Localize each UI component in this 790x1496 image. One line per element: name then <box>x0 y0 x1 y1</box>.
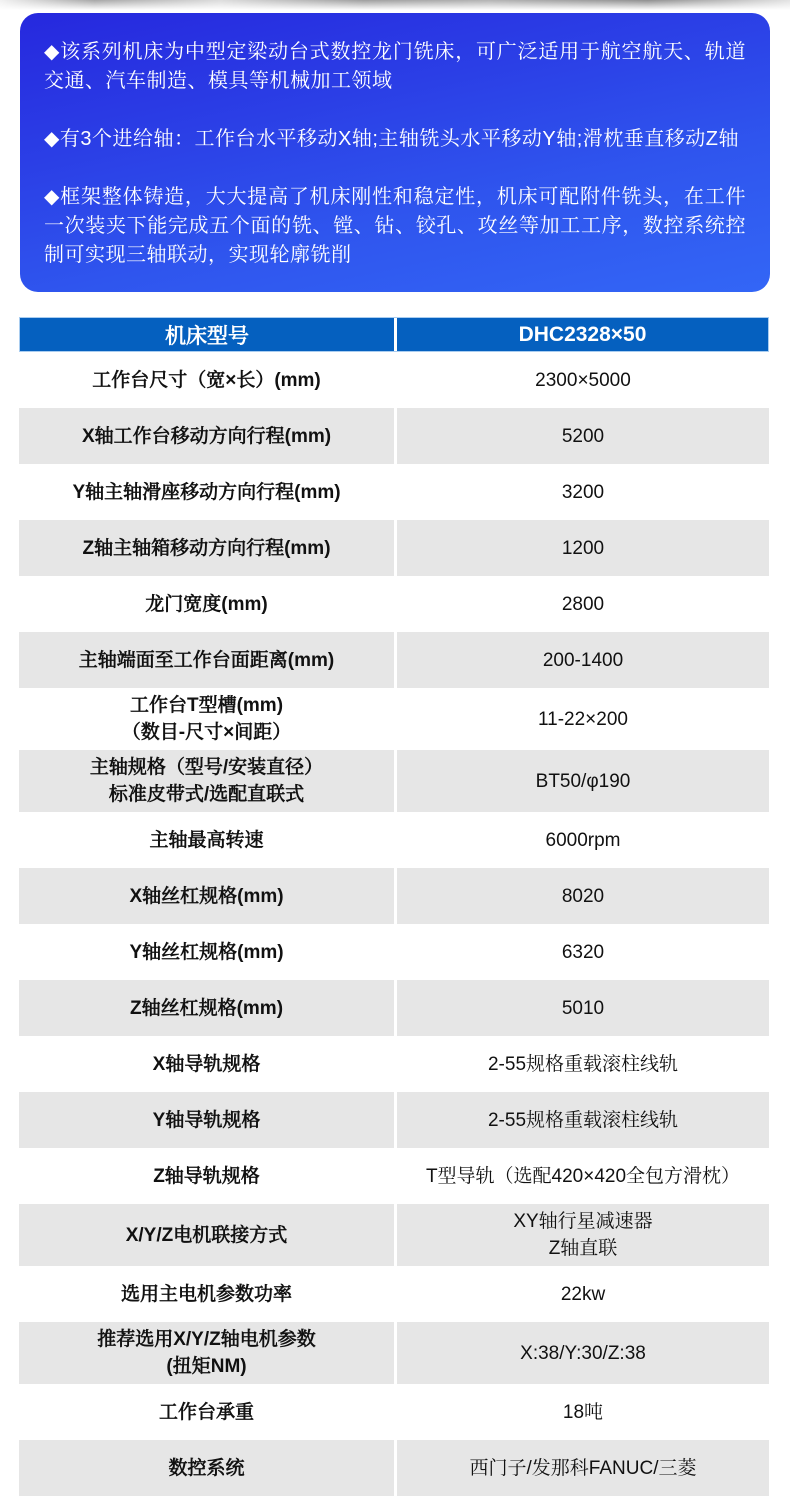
row-label: Y轴主轴滑座移动方向行程(mm) <box>72 481 341 503</box>
row-label: 主轴最高转速 <box>149 829 264 851</box>
row-label: 主轴端面至工作台面距离(mm) <box>78 649 335 671</box>
row-value: 3200 <box>561 481 605 503</box>
table-row <box>19 520 769 576</box>
row-label: Z轴导轨规格 <box>153 1165 260 1187</box>
row-label-cell <box>19 980 394 1036</box>
table-row <box>19 464 769 520</box>
row-value: BT50/φ190 <box>535 770 631 792</box>
row-value-cell <box>394 464 769 520</box>
table-row <box>19 576 769 632</box>
table-row <box>19 1036 769 1092</box>
row-label: 工作台T型槽(mm) <box>129 695 284 716</box>
intro-bullet-3: ◆框架整体铸造，大大提高了机床刚性和稳定性，机床可配附件铣头，在工件一次装夹下能完成五个面的铣、镗、钻、铰孔、攻丝等加工工序，数控系统控制可实现三轴联动，实现轮廓铣削 <box>44 186 746 266</box>
row-value-line2: Z轴直联 <box>548 1238 618 1259</box>
spec-table-header <box>19 317 769 352</box>
table-row <box>19 352 769 408</box>
table-row <box>19 632 769 688</box>
row-label-cell <box>19 1036 394 1092</box>
row-label: Y轴导轨规格 <box>152 1109 261 1131</box>
table-row <box>19 1322 769 1384</box>
row-label: 工作台尺寸（宽×长）(mm) <box>92 369 321 391</box>
row-value-cell <box>394 1384 769 1440</box>
row-label: Y轴丝杠规格(mm) <box>129 941 284 963</box>
row-label: 数控系统 <box>168 1457 245 1479</box>
row-value-cell <box>394 408 769 464</box>
row-label-cell <box>19 1204 394 1266</box>
row-label-line2: (扭矩NM) <box>166 1356 247 1377</box>
row-label-cell <box>19 1384 394 1440</box>
row-label-line2: 标准皮带式/选配直联式 <box>108 784 305 805</box>
table-row <box>19 1148 769 1204</box>
intro-bullet-1: ◆该系列机床为中型定梁动台式数控龙门铣床，可广泛适用于航空航天、轨道交通、汽车制造、模具等机械加工领域 <box>44 41 746 92</box>
row-value-cell <box>394 1092 769 1148</box>
row-value-cell <box>394 1322 769 1384</box>
row-value: X:38/Y:30/Z:38 <box>520 1342 646 1364</box>
spec-table <box>19 317 769 1496</box>
row-label: 选用主电机参数功率 <box>120 1283 292 1305</box>
table-row <box>19 980 769 1036</box>
row-label-cell <box>19 868 394 924</box>
row-value: 18吨 <box>562 1401 604 1423</box>
row-label-cell <box>19 688 394 750</box>
row-label: X轴导轨规格 <box>152 1053 261 1075</box>
table-row <box>19 688 769 750</box>
spec-table-body <box>19 352 769 1496</box>
table-row <box>19 924 769 980</box>
row-label-cell <box>19 520 394 576</box>
row-value: 6000rpm <box>545 829 621 851</box>
row-label-cell <box>19 1148 394 1204</box>
row-label-cell <box>19 1266 394 1322</box>
table-row <box>19 1092 769 1148</box>
row-value-cell <box>394 924 769 980</box>
row-label-cell <box>19 352 394 408</box>
row-label: X/Y/Z电机联接方式 <box>125 1224 288 1246</box>
table-row <box>19 868 769 924</box>
row-value-cell <box>394 750 769 812</box>
row-value-cell <box>394 520 769 576</box>
row-label-line2: （数目-尺寸×间距） <box>121 722 292 743</box>
row-label-cell <box>19 632 394 688</box>
row-value: 22kw <box>560 1283 606 1305</box>
row-value: 2300×5000 <box>535 369 631 391</box>
row-label-cell <box>19 924 394 980</box>
row-value-cell <box>394 1266 769 1322</box>
product-intro-panel <box>20 13 770 292</box>
row-label: Z轴丝杠规格(mm) <box>129 997 284 1019</box>
row-label: Z轴主轴箱移动方向行程(mm) <box>82 537 331 559</box>
row-value-cell <box>394 1148 769 1204</box>
row-value-cell <box>394 632 769 688</box>
row-value: 6320 <box>561 941 605 963</box>
intro-bullet-2: ◆有3个进给轴：工作台水平移动X轴;主轴铣头水平移动Y轴;滑枕垂直移动Z轴 <box>44 128 740 150</box>
row-value: 11-22×200 <box>538 708 628 730</box>
header-model-value: DHC2328×50 <box>394 318 768 351</box>
row-value: 西门子/发那科FANUC/三菱 <box>469 1457 697 1479</box>
row-label-cell <box>19 750 394 812</box>
row-label-cell <box>19 408 394 464</box>
row-value-cell <box>394 688 769 750</box>
row-label-cell <box>19 464 394 520</box>
table-row <box>19 1204 769 1266</box>
header-model-label: 机床型号 <box>165 324 249 348</box>
row-value: 5200 <box>561 425 605 447</box>
row-value-cell <box>394 1204 769 1266</box>
top-section-shadow <box>0 0 790 10</box>
table-row <box>19 1384 769 1440</box>
row-label-cell <box>19 1092 394 1148</box>
row-label-cell <box>19 1322 394 1384</box>
row-label: 龙门宽度(mm) <box>145 593 268 615</box>
row-value-cell <box>394 352 769 408</box>
row-value-cell <box>394 1036 769 1092</box>
row-value: T型导轨（选配420×420全包方滑枕） <box>425 1165 741 1187</box>
row-label: X轴工作台移动方向行程(mm) <box>81 425 332 447</box>
row-value: 2-55规格重载滚柱线轨 <box>487 1053 679 1075</box>
row-value-cell <box>394 1440 769 1496</box>
row-value-cell <box>394 812 769 868</box>
row-value: 200-1400 <box>542 649 624 671</box>
row-label-cell <box>19 812 394 868</box>
row-value: 8020 <box>561 885 605 907</box>
row-value: 5010 <box>561 997 605 1019</box>
row-value-cell <box>394 576 769 632</box>
row-value: 2800 <box>561 593 605 615</box>
row-label: X轴丝杠规格(mm) <box>129 885 284 907</box>
row-value-cell <box>394 980 769 1036</box>
row-value: 2-55规格重载滚柱线轨 <box>487 1109 679 1131</box>
row-label: 工作台承重 <box>158 1401 254 1423</box>
table-row <box>19 812 769 868</box>
row-label: 推荐选用X/Y/Z轴电机参数 <box>97 1329 316 1350</box>
row-value: 1200 <box>561 537 605 559</box>
table-row <box>19 1266 769 1322</box>
table-row <box>19 750 769 812</box>
row-label: 主轴规格（型号/安装直径） <box>89 757 324 778</box>
table-row <box>19 408 769 464</box>
row-label-cell <box>19 1440 394 1496</box>
row-value-cell <box>394 868 769 924</box>
table-row <box>19 1440 769 1496</box>
row-value: XY轴行星减速器 <box>513 1211 653 1232</box>
row-label-cell <box>19 576 394 632</box>
